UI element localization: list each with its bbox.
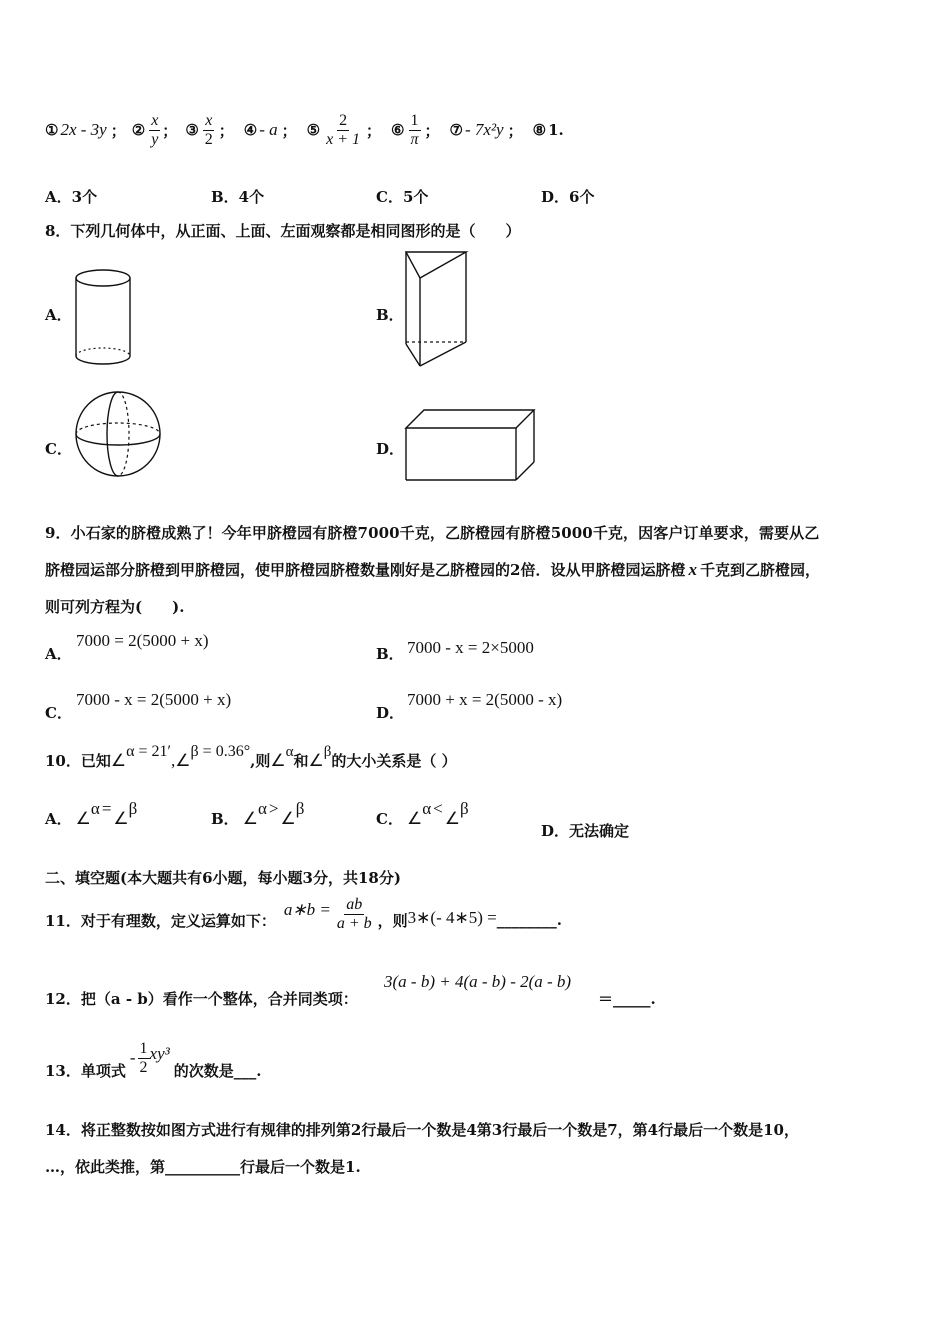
cuboid-icon	[402, 404, 538, 484]
q7-frac-6	[409, 112, 421, 149]
q9-option-d-label: D．	[376, 704, 405, 722]
q7-mark-6: ⑥	[391, 121, 405, 139]
q11-frac	[335, 896, 374, 933]
q10-option-b	[211, 799, 305, 829]
q10-option-a-rel: =	[101, 799, 112, 818]
q14-line-2: …，依此类推，第__________行最后一个数是1.	[45, 1158, 361, 1176]
q8-label-c: C．	[45, 440, 72, 458]
q10-option-b-label: B．	[211, 810, 239, 828]
q10-angle-2: ∠	[175, 751, 191, 770]
q10-angle-1: ∠	[110, 751, 127, 770]
q7-option-d: D．6个	[541, 188, 595, 206]
q11-stem	[45, 890, 562, 938]
q11-blank: ________	[496, 911, 557, 929]
q7-expr-4: - a	[259, 120, 278, 139]
q7-option-a: A．3个	[45, 188, 98, 206]
q7-frac-5-num: 2	[339, 111, 348, 129]
q7-sep-1: ；	[110, 121, 126, 140]
q7-items	[45, 108, 564, 152]
q11-frac-den: a + b	[336, 914, 372, 932]
q13-suffix: 的次数是___.	[173, 1061, 262, 1080]
q11-mid: ，则	[377, 911, 408, 930]
q7-frac-3-den: 2	[204, 130, 213, 148]
q10-beta-expr: β = 0.36°	[190, 743, 251, 760]
q7-mark-4: ④	[243, 121, 258, 139]
q10-and: 和	[293, 752, 309, 770]
q8-label-a: A．	[45, 306, 72, 324]
q10-option-a-angle-2: ∠	[113, 809, 129, 828]
q10-angle-4: ∠	[308, 751, 324, 770]
q9-var-x: x	[688, 560, 697, 579]
q13-frac-num: 1	[139, 1039, 148, 1057]
q13-sign: -	[129, 1048, 136, 1067]
q7-frac-2	[149, 112, 160, 149]
q7-sep-7: ；	[507, 121, 523, 140]
q13-vars: xy³	[149, 1044, 170, 1063]
q10-option-d	[541, 820, 629, 841]
q7-mark-7: ⑦	[449, 121, 463, 139]
q13-frac	[138, 1040, 150, 1077]
q9-option-c-expr: 7000 - x = 2(5000 + x)	[76, 690, 232, 709]
q7-frac-2-den: y	[151, 130, 159, 148]
q7-sep-6: ；	[424, 121, 440, 140]
q10-option-b-angle-2: ∠	[280, 809, 296, 828]
sphere-icon	[72, 388, 164, 480]
q7-mark-5: ⑤	[306, 121, 321, 139]
q7-sep-3: ；	[218, 121, 234, 140]
q10-option-a-beta: β	[128, 799, 138, 818]
q10-beta: β	[323, 744, 332, 760]
q7-frac-5-den: x + 1	[326, 130, 361, 148]
q10-option-c-label: C．	[376, 810, 403, 828]
q10-prefix: 10．已知	[45, 752, 111, 770]
q9-option-d-expr: 7000 + x = 2(5000 - x)	[407, 690, 563, 709]
q12-prefix: 12．把（a - b）看作一个整体，合并同类项：	[45, 990, 358, 1008]
q10-option-a-angle-1: ∠	[75, 809, 91, 828]
q7-frac-2-num: x	[151, 111, 159, 129]
q10-comma: ,	[171, 751, 176, 770]
q9-option-a-label: A．	[45, 645, 72, 663]
q10-option-b-rel: >	[268, 799, 279, 818]
q7-frac-3	[203, 112, 215, 149]
q8-label-b: B．	[376, 306, 404, 324]
q10-option-b-beta: β	[295, 799, 305, 818]
q10-option-a-alpha: α	[90, 799, 100, 818]
q7-expr-1: 2x - 3y	[60, 120, 107, 139]
q7-mark-1: ①	[45, 121, 59, 139]
q7-mark-3: ③	[185, 121, 199, 139]
q13-frac-den: 2	[139, 1058, 148, 1076]
q10-option-c	[376, 799, 469, 829]
triangular-prism-icon	[398, 248, 472, 372]
q11-end: .	[556, 911, 562, 929]
q9-line-3: 则可列方程为( ).	[45, 598, 185, 616]
q12-tail: ＝_____.	[598, 990, 656, 1008]
q13-prefix: 13．单项式	[45, 1061, 126, 1080]
q10-then: ,则	[250, 752, 271, 770]
q7-frac-6-den: π	[410, 130, 419, 148]
q10-option-a	[45, 799, 138, 829]
q10-option-c-angle-1: ∠	[406, 809, 423, 828]
q10-option-c-alpha: α	[422, 799, 432, 818]
q9-line-2-b: 千克到乙脐橙园，	[699, 561, 820, 579]
q10-option-d-text: 无法确定	[569, 822, 630, 840]
q9-option-c-label: C．	[45, 704, 72, 722]
q9-option-b-label: B．	[376, 645, 404, 663]
cylinder-icon	[70, 268, 136, 370]
q7-mark-2: ②	[131, 121, 146, 139]
q10-option-d-label: D．	[541, 822, 570, 840]
q10-suffix: 的大小关系是（ ）	[331, 752, 457, 770]
q7-option-c: C．5个	[376, 188, 429, 206]
q9-option-b-expr: 7000 - x = 2×5000	[407, 638, 534, 657]
q11-lhs: a∗b =	[283, 900, 331, 919]
q10-alpha-expr: α = 21′	[126, 743, 172, 760]
q9-line-2	[45, 559, 820, 580]
q7-mark-8: ⑧	[532, 121, 547, 139]
q9-line-2-a: 脐橙园运部分脐橙到甲脐橙园，使甲脐橙园脐橙数量刚好是乙脐橙园的2倍．设从甲脐橙园运脐橙	[45, 561, 686, 579]
q11-expr: 3∗(- 4∗5) =	[407, 908, 497, 927]
q7-sep-5: ；	[366, 121, 382, 140]
q7-sep-2: ；	[162, 121, 178, 140]
q10-option-c-angle-2: ∠	[444, 809, 460, 828]
q10-option-b-alpha: α	[257, 799, 267, 818]
q10-angle-3: ∠	[270, 751, 286, 770]
section-2-title: 二、填空题(本大题共有6小题，每小题3分，共18分)	[45, 869, 401, 887]
q7-expr-7: - 7x²y	[464, 120, 504, 139]
q10-option-a-label: A．	[45, 810, 72, 828]
q11-prefix: 11．对于有理数，定义运算如下：	[45, 911, 276, 930]
q11-frac-num: ab	[346, 895, 363, 913]
q7-option-b: B．4个	[211, 188, 265, 206]
q10-alpha: α	[285, 744, 294, 760]
q10-option-b-angle-1: ∠	[242, 809, 258, 828]
q7-frac-6-num: 1	[410, 111, 419, 129]
q10-option-c-rel: <	[433, 799, 443, 818]
q7-frac-5	[324, 112, 362, 149]
q8-stem: 8．下列几何体中，从正面、上面、左面观察都是相同图形的是（ ）	[45, 222, 521, 240]
q7-sep-4: ；	[281, 121, 297, 140]
q8-label-d: D．	[376, 440, 405, 458]
q9-line-1: 9．小石家的脐橙成熟了！今年甲脐橙园有脐橙7000千克，乙脐橙园有脐橙5000千克，因客户订单要求，需要从乙	[45, 524, 820, 542]
q13-stem	[45, 1034, 261, 1082]
q12-expr: 3(a - b) + 4(a - b) - 2(a - b)	[384, 972, 572, 991]
q10-stem	[45, 743, 457, 771]
q9-option-a-expr: 7000 = 2(5000 + x)	[76, 631, 209, 650]
q10-option-c-beta: β	[459, 799, 469, 818]
q7-frac-3-num: x	[205, 111, 213, 129]
q14-line-1: 14．将正整数按如图方式进行有规律的排列第2行最后一个数是4第3行最后一个数是7，第4行最后一个数是10，	[45, 1121, 799, 1139]
q7-expr-8: 1.	[548, 121, 564, 139]
